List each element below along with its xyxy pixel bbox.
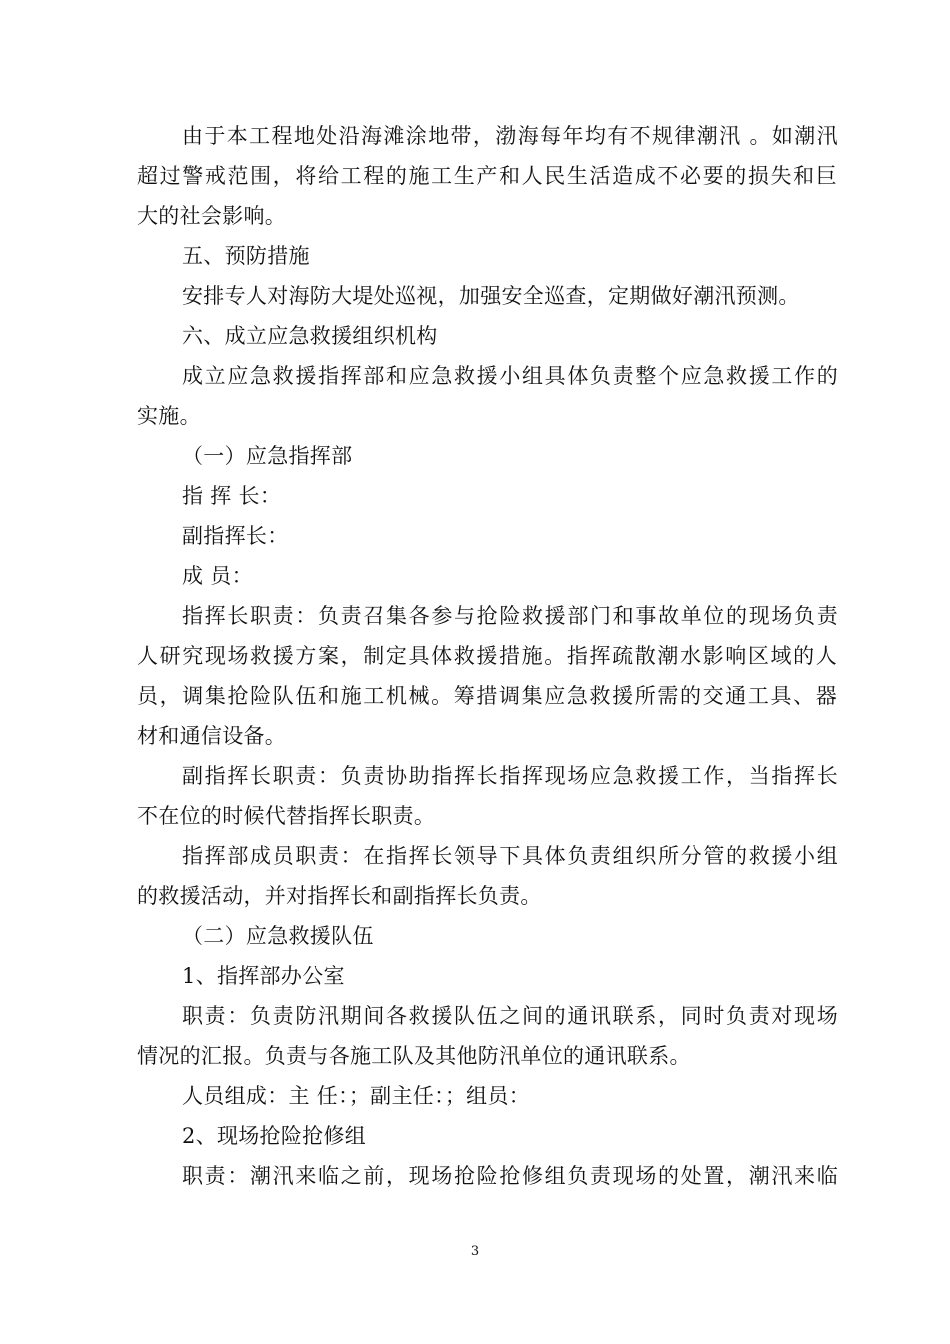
- item-heading: 1、指挥部办公室: [182, 964, 345, 988]
- role-label: 指 挥 长：: [182, 484, 282, 508]
- text-line: 不在位的时候代替指挥长职责。: [137, 804, 436, 828]
- role-label: 成 员：: [182, 564, 253, 588]
- text-line: 实施。: [137, 404, 201, 428]
- text-line: 的救援活动，并对指挥长和副指挥长负责。: [137, 884, 542, 908]
- text-line: 成立应急救援指挥部和应急救援小组具体负责整个应急救援工作的: [182, 364, 838, 388]
- text-line: 材和通信设备。: [137, 724, 287, 748]
- text-line: 超过警戒范围，将给工程的施工生产和人民生活造成不必要的损失和巨: [137, 164, 837, 188]
- section-heading: 六、成立应急救援组织机构: [182, 324, 438, 348]
- text-line: 职责：潮汛来临之前，现场抢险抢修组负责现场的处置，潮汛来临: [182, 1164, 838, 1188]
- text-line: 由于本工程地处沿海滩涂地带，渤海每年均有不规律潮汛 。如潮汛: [182, 124, 838, 148]
- text-line: 情况的汇报。负责与各施工队及其他防汛单位的通讯联系。: [137, 1044, 691, 1068]
- text-line: 指挥长职责：负责召集各参与抢险救援部门和事故单位的现场负责: [182, 604, 838, 628]
- section-heading: 五、预防措施: [182, 244, 310, 268]
- text-line: 大的社会影响。: [137, 204, 287, 228]
- text-line: 安排专人对海防大堤处巡视，加强安全巡查，定期做好潮汛预测。: [182, 284, 800, 308]
- text-line: 职责：负责防汛期间各救援队伍之间的通讯联系，同时负责对现场: [182, 1004, 838, 1028]
- text-line: 指挥部成员职责：在指挥长领导下具体负责组织所分管的救援小组: [182, 844, 838, 868]
- subsection-heading: （一）应急指挥部: [182, 444, 353, 468]
- text-line: 人员组成：主 任：；副主任：；组员：: [182, 1084, 531, 1108]
- role-label: 副指挥长：: [182, 524, 289, 548]
- subsection-heading: （二）应急救援队伍: [182, 924, 374, 948]
- text-line: 员，调集抢险队伍和施工机械。筹措调集应急救援所需的交通工具、器: [137, 684, 837, 708]
- text-line: 人研究现场救援方案，制定具体救援措施。指挥疏散潮水影响区域的人: [137, 644, 837, 668]
- page-number: 3: [470, 1244, 480, 1259]
- item-heading: 2、现场抢险抢修组: [182, 1124, 367, 1148]
- text-line: 副指挥长职责：负责协助指挥长指挥现场应急救援工作，当指挥长: [182, 764, 838, 788]
